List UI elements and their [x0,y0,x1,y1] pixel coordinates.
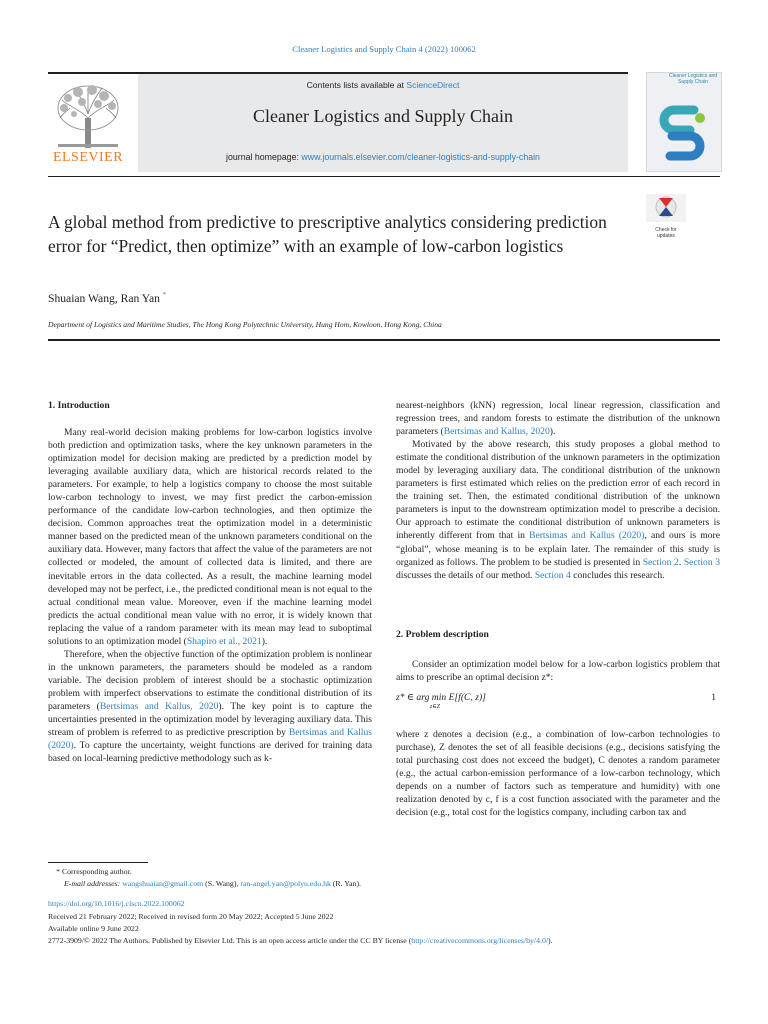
citation-shapiro[interactable]: Shapiro et al., 2021 [186,635,262,647]
intro-continuation [396,399,720,438]
authors-text: Shuaian Wang, Ran Yan [48,291,160,305]
elsevier-wordmark: ELSEVIER [52,150,124,165]
crossmark-label: Check for updates [655,227,677,239]
footnote-corresponding: Corresponding author. [61,867,132,876]
column-left [48,426,372,765]
intro-cont-end: ). [549,426,556,438]
journal-title: Cleaner Logistics and Supply Chain [253,106,513,126]
citation-bertsimas-2[interactable]: Bertsimas and Kallus (2020) [48,727,372,752]
problem-paragraph-1: Consider an optimization model below for a low-carbon logistics problem that aims to prescribe an optimal decision z*: [396,659,720,684]
section-4-link[interactable]: Section 4 [534,569,571,581]
license-statement [48,935,720,946]
homepage-link[interactable]: www.journals.elsevier.com/cleaner-logistics-and-supply-chain [301,152,540,162]
equation-text: z* ∈ arg min E[f(C, z)] [396,692,486,703]
sciencedirect-link[interactable]: ScienceDirect [406,80,460,90]
section-1-heading: 1. Introduction [48,400,110,411]
column-right-top [396,399,720,582]
license-link[interactable]: http://creativecommons.org/licenses/by/4.0/ [411,936,549,945]
title-block-rule [48,339,720,341]
intro-paragraph-1 [48,426,372,648]
citation-bertsimas-3[interactable]: Bertsimas and Kallus, 2020 [443,426,550,438]
article-title: A global method from predictive to prescriptive analytics considering prediction error for “Predict, then optimize” with an example of low-carbon logistics [48,212,607,256]
intro-paragraph-2 [48,648,372,765]
corresponding-footnote [48,866,720,877]
section-2-link[interactable]: Section 2 [642,556,679,568]
intro-p3-dot: . [678,556,684,568]
footnote-rule [48,862,148,863]
homepage-prefix: journal homepage: [226,152,302,162]
intro-cont-text: nearest-neighbors (kNN) regression, local linear regression, classification and regression trees, and random forests to estimate the distribution of the unknown parameters ( [396,400,720,438]
intro-p3-text: Motivated by the above research, this study proposes a global method to estimate the conditional distribution of the unknown parameters in the optimization model by leveraging auxiliary data. The conditional distribution of the unknown parameters is first estimated which relies on the prediction error of each record in the training set. Then, the estimated conditional distribution of the unknown parameters is input to the downstream optimization model to prescribe a decision. Our approach to estimate the conditional distribution of unknown parameters is inherently different from that in [396,439,720,542]
intro-p3-end: concludes this research. [570,569,665,581]
intro-p3-mid: , and ours is more “global”, whose meaning is to be explain later. The remainder of this study is organized as follows. The problem to be studied is presented in [396,530,720,568]
intro-paragraph-3 [396,438,720,582]
journal-homepage [138,152,628,162]
email-wang-link[interactable]: wangshuaian@gmail.com [122,879,204,888]
license-end: ). [548,936,553,945]
email-wang-name: (S. Wang), [203,879,241,888]
section-3-link[interactable]: Section 3 [683,556,720,568]
header-bottom-rule [48,176,720,177]
problem-intro [396,658,720,684]
check-for-updates-badge[interactable] [646,194,686,239]
email-footnote [48,878,736,889]
received-dates: Received 21 February 2022; Received in revised form 20 May 2022; Accepted 5 June 2022 [48,912,334,921]
intro-p1-text: Many real-world decision making problems for low-carbon logistics involve both prediction and optimization tasks, where the key unknown parameters in the optimization model for decision making are predicted by a prediction model by leveraging available auxiliary data, which are historical records related to the parameters. For example, to help a logistics company to choose the most suitable low-carbon technology to invest, we may first predict the carbon-emission performance of the candidate low-carbon technologies, and then optimize the decision. Common approaches treat the optimization model in a deterministic manner based on the predicted mean of the unknown parameters conditional on the auxiliary data. However, many factors that affect the value of the parameters are not collected or modeled, the amount of collected data is limited, and there are inevitable errors in the data collected. As a result, the machine learning model developed may not be perfect, i.e., the predicted conditional mean is not equal to the actual conditional mean value. Moreover, even if the machine learning model predicts the actual conditional mean value with no error, it is widely known that replacing the value of a random parameter with its mean may lead to suboptimal solutions to an optimization model ( [48,427,372,647]
corresponding-author-mark[interactable]: * [162,291,167,299]
email-yan-name: (R. Yan). [330,879,362,888]
equation-subscript: z∈Z [430,704,441,710]
problem-paragraph-2: where z denotes a decision (e.g., a combination of low-carbon technologies to purchase), Z denotes the set of all feasible decisions (e.g., decisions satisfying the total purchasing cost does not exceed the budget), C denotes a random parameter (e.g., the actual carbon-emission performance of a low-carbon technology, which depends on a number of factors such as temperature and humidity) with one realization denoted by c, f is a cost function associated with the parameter and the decision (e.g., total cost for the logistics company, including carbon tax and [396,729,720,819]
crossmark-icon [646,194,686,222]
affiliation: Department of Logistics and Maritime Studies, The Hong Kong Polytechnic University, Hung Hom, Kowloon, Hong Kong, China [48,320,442,329]
intro-p3-mid2: discusses the details of our method. [396,569,535,581]
email-label: E-mail addresses: [64,879,123,888]
author-list [48,291,166,305]
intro-p1-end: ). [261,635,268,647]
contents-prefix: Contents lists available at [306,80,407,90]
intro-p2-mid: ). The key point is to capture the uncertainties presented in the optimization model by leveraging auxiliary data. This stream of problem is referred to as predictive prescription by [48,700,372,739]
section-2-heading: 2. Problem description [396,629,489,640]
citation-bertsimas-1[interactable]: Bertsimas and Kallus, 2020 [99,700,219,712]
contents-line [138,80,628,90]
available-online: Available online 9 June 2022 [48,924,139,933]
doi-link[interactable]: https://doi.org/10.1016/j.clscn.2022.100062 [48,899,185,908]
license-prefix: 2772-3909/© 2022 The Authors. Published by Elsevier Ltd. This is an open access article under the CC BY license ( [48,936,412,945]
column-right-bottom [396,728,720,819]
citation-bertsimas-4[interactable]: Bertsimas and Kallus (2020) [529,530,645,542]
footnote-mark: * [56,867,60,876]
cover-title: Cleaner Logistics and Supply Chain [668,73,718,85]
intro-p2-text: Therefore, when the objective function of the optimization problem is nonlinear in the unknown parameters, the parameters should be modeled as a random variable. The decision problem of interest should be a stochastic optimization problem with imperfect observations to estimate the conditional distribution of its parameters ( [48,648,372,712]
email-yan-link[interactable]: ran-angel.yan@polyu.edu.hk [240,879,331,888]
intro-p2-end: . To capture the uncertainty, weight functions are derived for training data based on local-learning predictive methodology such as k- [48,740,372,765]
journal-reference[interactable]: Cleaner Logistics and Supply Chain 4 (2022) 100062 [292,44,476,54]
cover-logo-icon [650,100,716,166]
equation-number: 1 [711,692,716,703]
equation-1 [396,692,720,710]
